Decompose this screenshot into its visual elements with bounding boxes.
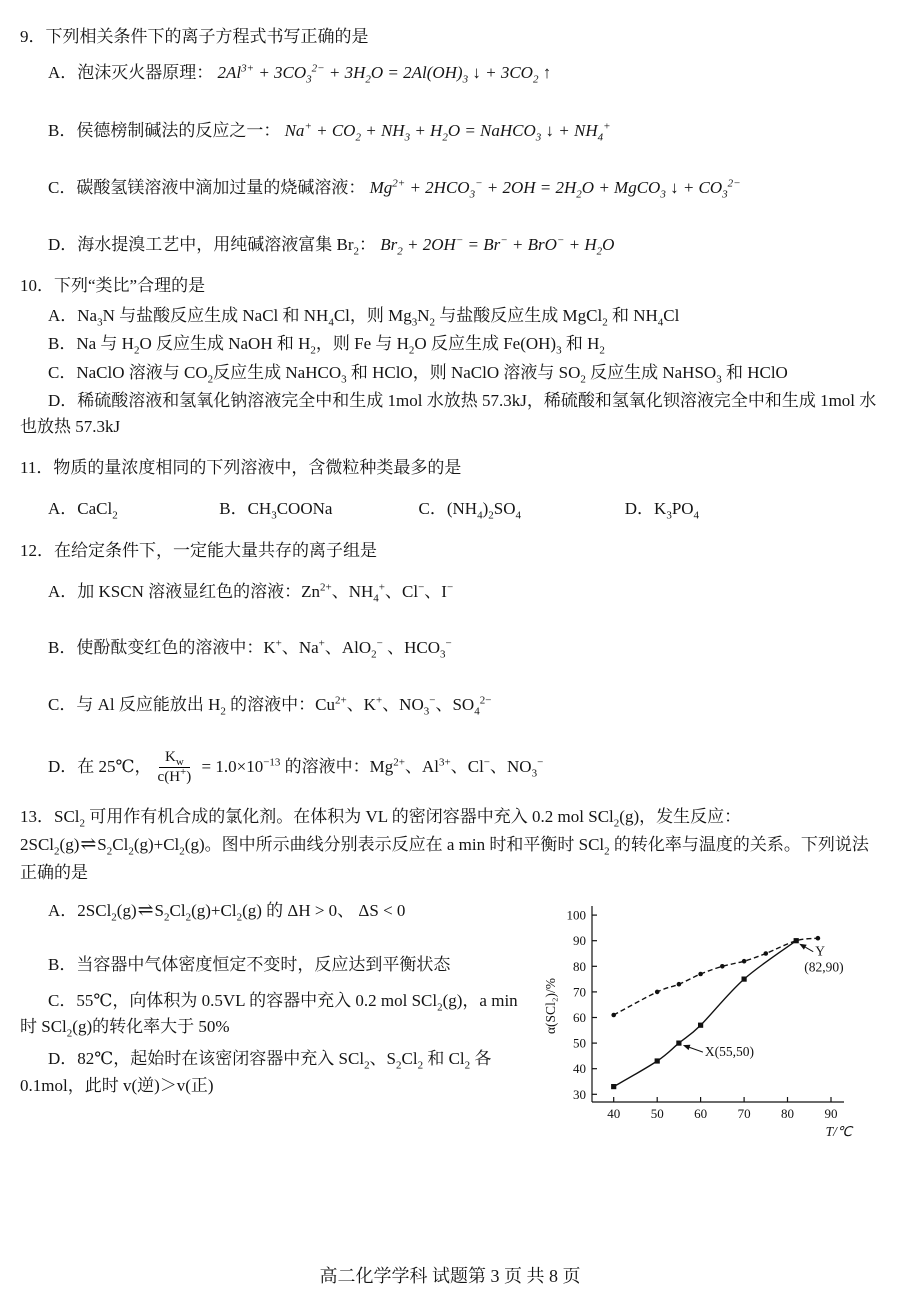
question-11-option-b: B．$CH_3COONa$ bbox=[219, 499, 333, 522]
svg-text:90: 90 bbox=[573, 933, 586, 949]
question-13-option-b: B．当容器中气体密度恒定不变时，反应达到平衡状态 bbox=[48, 955, 451, 975]
question-10-option-d: D．稀硫酸溶液和氢氧化钠溶液完全中和生成 1mol 水放热 57.3kJ，稀硫酸和氢氧化钡溶液完全中和生成 1mol 水也放热 57.3kJ bbox=[20, 391, 877, 437]
question-11 bbox=[20, 455, 880, 523]
question-9-option-b: B．侯德榜制碱法的反应之一： $Na^+ + CO_2 + NH_3 + H_2O$ = NaHCO$_3$ ↓ + $NH_4^+$ bbox=[48, 120, 611, 144]
svg-text:40: 40 bbox=[573, 1061, 586, 1077]
question-9 bbox=[20, 24, 880, 259]
question-9-option-c: C．碳酸氢镁溶液中滴加过量的烧碱溶液： $Mg^{2+} + 2HCO_3^- + 2OH = 2H_2O$ + MgCO$_3$ ↓ + $CO_3^{2-}$ bbox=[48, 177, 741, 201]
question-11-options bbox=[48, 496, 880, 522]
question-11-option-a: A．CaCl$_2$ bbox=[48, 499, 118, 522]
question-13 bbox=[20, 804, 880, 1148]
conversion-chart bbox=[542, 898, 878, 1140]
question-13-option-d: D．82℃，起始时在该密闭容器中充入 SCl$_2$、$S_2Cl_2$ 和 $Cl_2$ 各 0.1mol，此时 v(逆)＞v(正) bbox=[20, 1049, 492, 1095]
svg-text:T/℃: T/℃ bbox=[825, 1123, 852, 1139]
question-9-stem: 9．下列相关条件下的离子方程式书写正确的是 bbox=[20, 27, 369, 46]
svg-text:30: 30 bbox=[573, 1086, 586, 1102]
chart-figure bbox=[542, 898, 880, 1148]
svg-text:80: 80 bbox=[573, 958, 586, 974]
question-13-body bbox=[20, 896, 880, 1148]
svg-text:50: 50 bbox=[573, 1035, 586, 1051]
question-12-stem: 12．在给定条件下，一定能大量共存的离子组是 bbox=[20, 541, 377, 561]
svg-text:60: 60 bbox=[694, 1105, 708, 1121]
svg-text:(82,90): (82,90) bbox=[804, 959, 844, 975]
svg-text:Y: Y bbox=[815, 943, 825, 959]
question-11-option-c: C．$(NH_4)_2SO_4$ bbox=[418, 499, 521, 522]
question-10-option-b: B．Na 与 $H_2O$ 反应生成 NaOH 和 $H_2$，则 Fe 与 $H_2O$ 反应生成 $Fe(OH)_3$ 和 $H_2$ bbox=[48, 334, 605, 357]
svg-text:40: 40 bbox=[607, 1105, 621, 1121]
svg-text:80: 80 bbox=[781, 1105, 794, 1121]
question-13-option-c: C．55℃，向体积为 0.5VL 的容器中充入 0.2 mol SCl$_2$(g)，a min 时 SCl$_2$(g)的转化率大于 50% bbox=[20, 990, 518, 1040]
svg-text:90: 90 bbox=[824, 1105, 838, 1121]
question-10-option-a: A．$Na_3N$ 与盐酸反应生成 NaCl 和 $NH_4Cl$，则 $Mg_3N_2$ 与盐酸反应生成 MgCl$_2$ 和 $NH_4Cl$ bbox=[48, 306, 680, 329]
svg-text:70: 70 bbox=[573, 984, 586, 1000]
svg-text:60: 60 bbox=[573, 1009, 586, 1025]
question-12-option-d: D．在 25℃， $\frac{K_w}{c(H^+)}$ = $1.0\times 10^{-13}$ 的溶液中：$Mg^{2+}$、$Al^{3+}$、Cl−、$NO_3^-$ bbox=[48, 748, 544, 786]
svg-text:100: 100 bbox=[566, 907, 586, 923]
svg-text:α(SCl₂)/%: α(SCl₂)/% bbox=[543, 977, 558, 1034]
page-footer: 高二化学学科 试题第 3 页 共 8 页 bbox=[319, 1266, 581, 1286]
question-9-option-a: A．泡沫灭火器原理： $2Al^{3+} + 3CO_3^{2-} + 3H_2O = 2Al(OH)_3$ ↓ + $3CO_2$ ↑ bbox=[48, 62, 552, 86]
question-12-option-c: C．与 Al 反应能放出 $H_2$ 的溶液中：$Cu^{2+}$、K+、$NO_3^-$、$SO_4^{2-}$ bbox=[48, 693, 492, 717]
question-12 bbox=[20, 538, 880, 787]
svg-text:X(55,50): X(55,50) bbox=[704, 1044, 755, 1060]
question-13-option-a: A．$2SCl_2(g)\rightleftharpoons S_2Cl_2(g)+Cl_2(g)$ 的 ΔH > 0、 ΔS < 0 bbox=[48, 899, 406, 924]
question-13-options bbox=[20, 896, 536, 1099]
question-13-intro: 13．SCl$_2$ 可用作有机合成的氯化剂。在体积为 VL 的密闭容器中充入 0.2 mol SCl$_2$(g)，发生反应： $2SCl_2(g)\rightleftharpoons S_2Cl_2(g)+Cl_2(g)$。图中所示曲线分别表示反应在 a min 时和平衡时 SCl$_2$ 的转化率与温度的关系。下列说法正确的是 bbox=[20, 806, 869, 882]
question-11-stem: 11．物质的量浓度相同的下列溶液中，含微粒种类最多的是 bbox=[20, 457, 462, 477]
question-12-option-a: A．加 KSCN 溶液显红色的溶液：$Zn^{2+}$、$NH_4^+$、Cl−、I− bbox=[48, 581, 454, 605]
svg-text:50: 50 bbox=[650, 1105, 664, 1121]
question-10-option-c: C．NaClO 溶液与 $CO_2$反应生成 NaHCO$_3$ 和 HClO，则 NaClO 溶液与 $SO_2$ 反应生成 NaHSO$_3$ 和 HClO bbox=[48, 362, 788, 386]
question-10 bbox=[20, 273, 880, 441]
question-12-option-b: B．使酚酞变红色的溶液中：K+、Na+、AlO$_2$− 、$HCO_3^-$ bbox=[48, 637, 452, 661]
svg-text:70: 70 bbox=[737, 1105, 751, 1121]
question-9-option-d: D．海水提溴工艺中，用纯碱溶液富集 $Br_2$： $Br_2 + 2OH^- = Br^- + BrO^- + H_2O$ bbox=[48, 234, 615, 258]
question-11-option-d: D．$K_3PO_4$ bbox=[624, 499, 700, 522]
question-10-stem: 10．下列“类比”合理的是 bbox=[20, 275, 206, 295]
